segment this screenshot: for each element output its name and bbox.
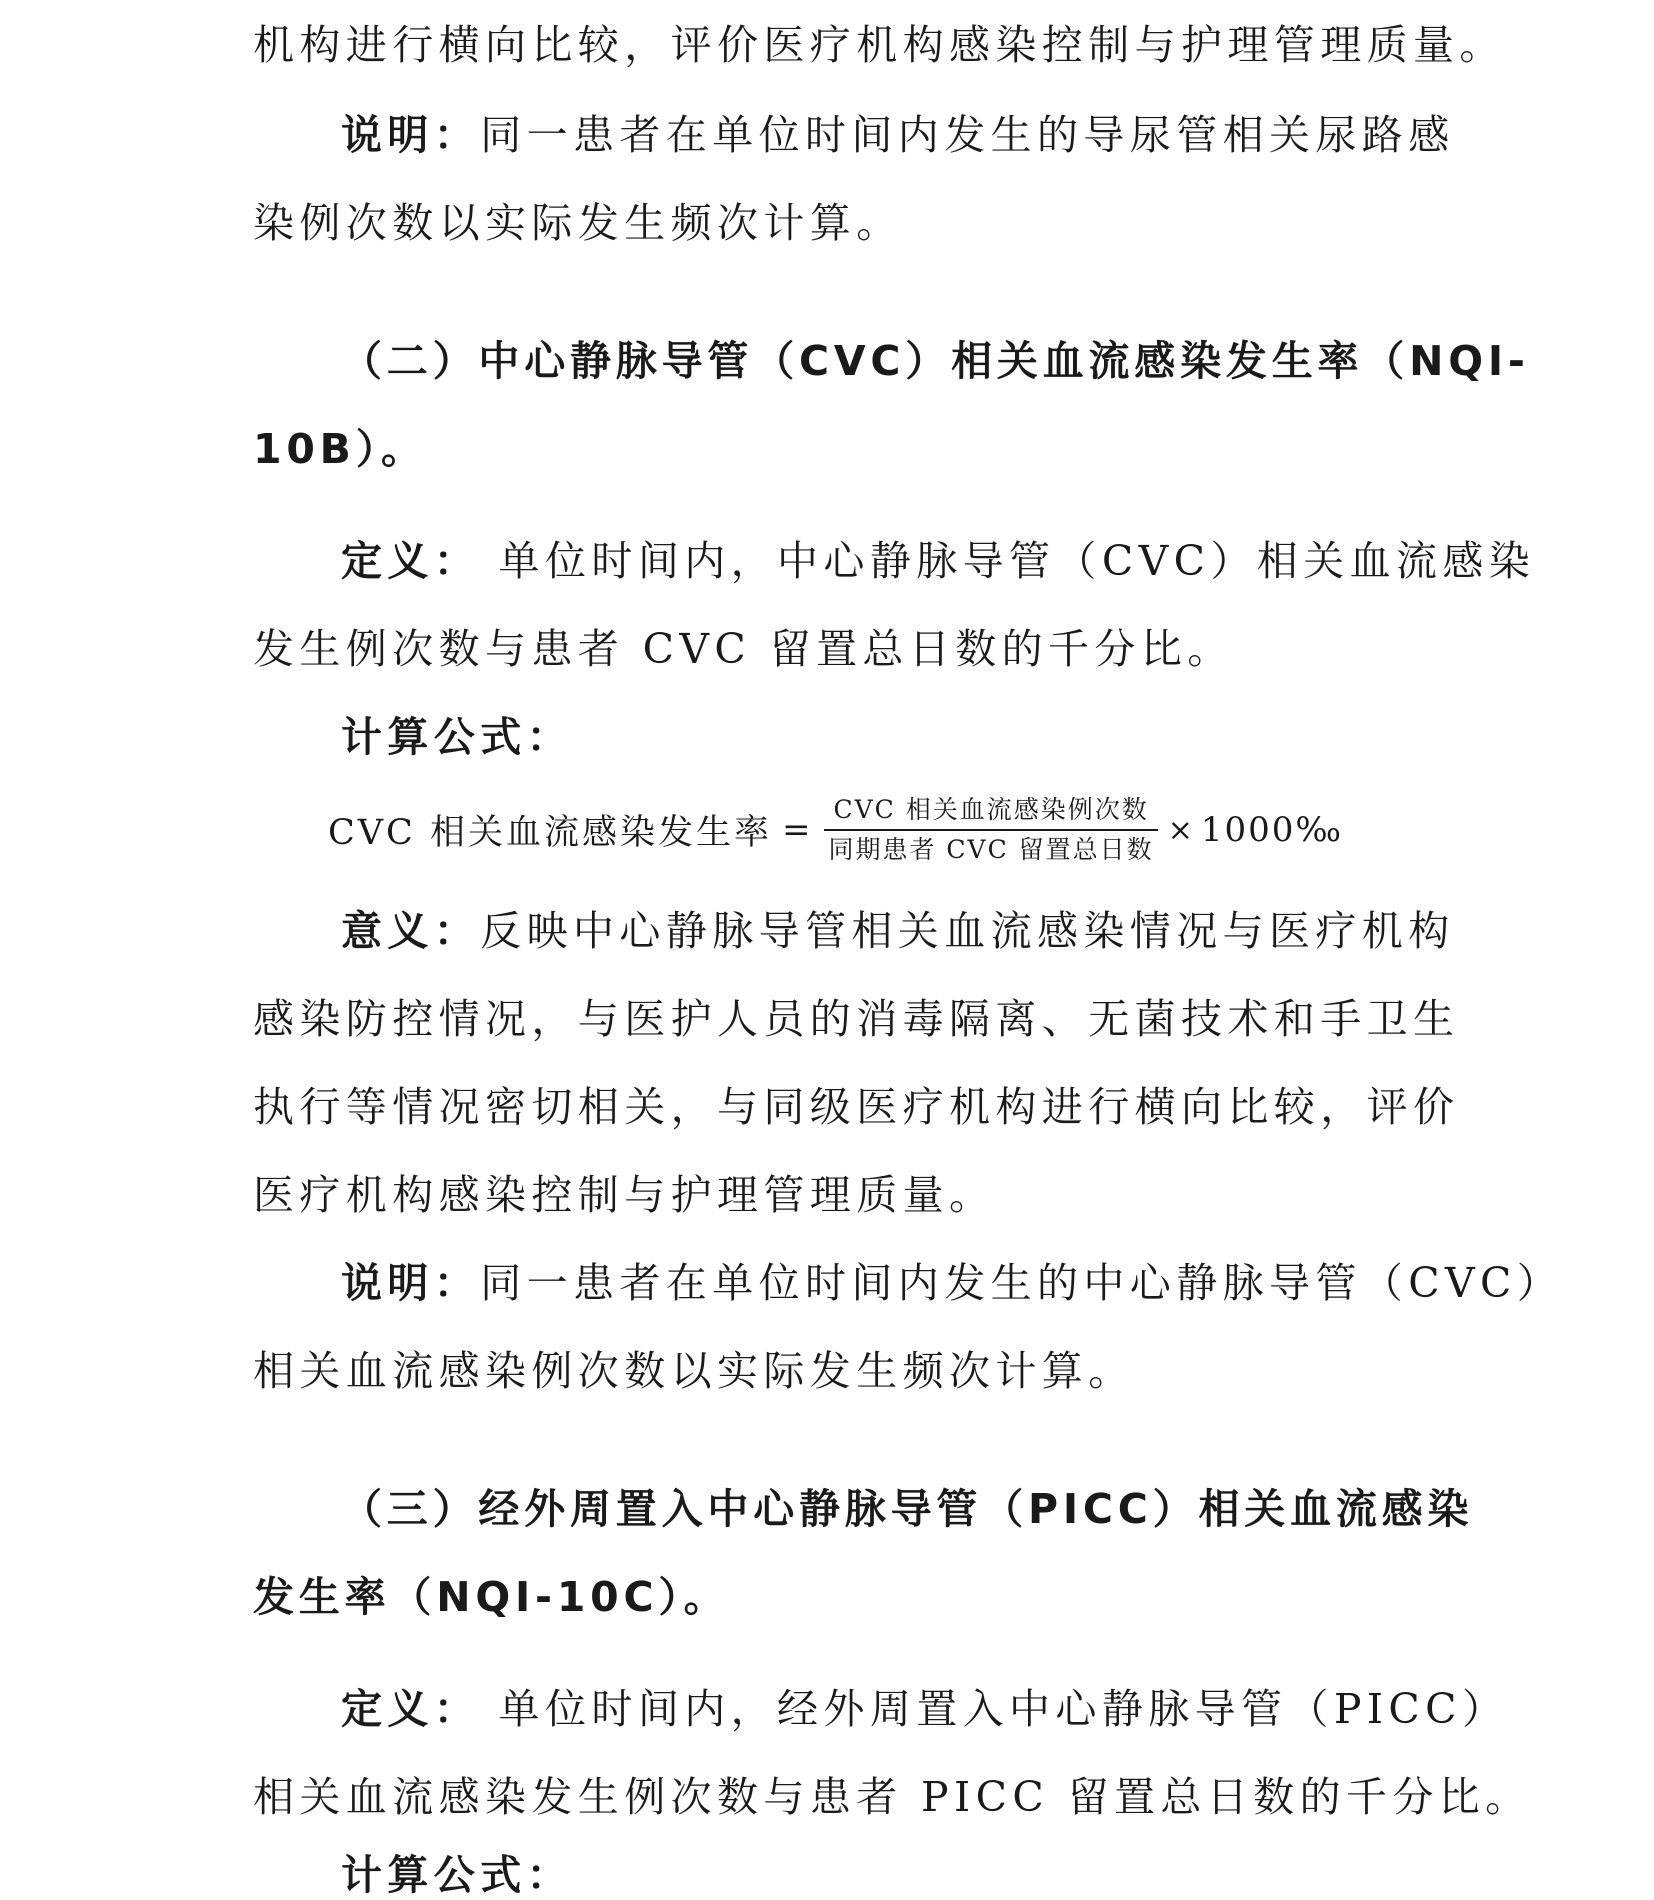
formula-multiplier: 1000‰ <box>1200 810 1343 850</box>
meaning-cvc-line4: 医疗机构感染控制与护理管理质量。 <box>253 1171 996 1219</box>
section-heading-cvc-line2: 10B）。 <box>253 425 427 473</box>
note-text: 同一患者在单位时间内发生的中心静脉导管（CVC） <box>480 1259 1564 1307</box>
note-text: 同一患者在单位时间内发生的导尿管相关尿路感 <box>480 111 1455 159</box>
note-label: 说明： <box>341 111 481 159</box>
section-heading-picc-line2: 发生率（NQI-10C）。 <box>253 1573 730 1621</box>
formula-lhs: CVC 相关血流感染发生率 <box>328 813 772 853</box>
definition-text: 单位时间内，中心静脉导管（CVC）相关血流感染 <box>480 537 1536 585</box>
formula-equals: = <box>781 810 811 850</box>
paragraph-continuation: 机构进行横向比较，评价医疗机构感染控制与护理管理质量。 <box>253 21 1506 69</box>
fraction-bar <box>824 829 1157 831</box>
note-cvc-line1 <box>341 1258 1563 1308</box>
meaning-label: 意义： <box>341 907 481 955</box>
meaning-cvc-line2: 感染防控情况，与医护人员的消毒隔离、无菌技术和手卫生 <box>253 995 1460 1043</box>
definition-label: 定义： <box>341 537 481 585</box>
formula-label-cvc: 计算公式： <box>341 713 573 761</box>
definition-label: 定义： <box>341 1685 481 1733</box>
formula-times: × <box>1167 812 1193 848</box>
meaning-cvc-line1 <box>341 906 1455 956</box>
definition-text: 单位时间内，经外周置入中心静脉导管（PICC） <box>480 1685 1509 1733</box>
definition-cvc-line2: 发生例次数与患者 CVC 留置总日数的千分比。 <box>253 625 1234 673</box>
formula-label-picc: 计算公式： <box>341 1851 573 1899</box>
note-cvc-line2: 相关血流感染例次数以实际发生频次计算。 <box>253 1347 1135 1395</box>
note-urinary-line1 <box>341 110 1455 160</box>
formula-numerator: CVC 相关血流感染例次数 <box>833 795 1149 824</box>
formula-fraction <box>824 793 1157 867</box>
formula-denominator: 同期患者 CVC 留置总日数 <box>828 835 1154 864</box>
definition-picc-line2: 相关血流感染发生例次数与患者 PICC 留置总日数的千分比。 <box>253 1773 1532 1821</box>
section-heading-picc: （三）经外周置入中心静脉导管（PICC）相关血流感染 <box>341 1485 1474 1533</box>
definition-cvc-line1 <box>341 536 1535 586</box>
formula-cvc <box>328 790 1343 870</box>
meaning-text: 反映中心静脉导管相关血流感染情况与医疗机构 <box>480 907 1455 955</box>
note-urinary-line2: 染例次数以实际发生频次计算。 <box>253 199 903 247</box>
meaning-cvc-line3: 执行等情况密切相关，与同级医疗机构进行横向比较，评价 <box>253 1083 1460 1131</box>
definition-picc-line1 <box>341 1684 1508 1734</box>
note-label: 说明： <box>341 1259 481 1307</box>
section-heading-cvc: （二）中心静脉导管（CVC）相关血流感染发生率（NQI- <box>341 337 1530 385</box>
